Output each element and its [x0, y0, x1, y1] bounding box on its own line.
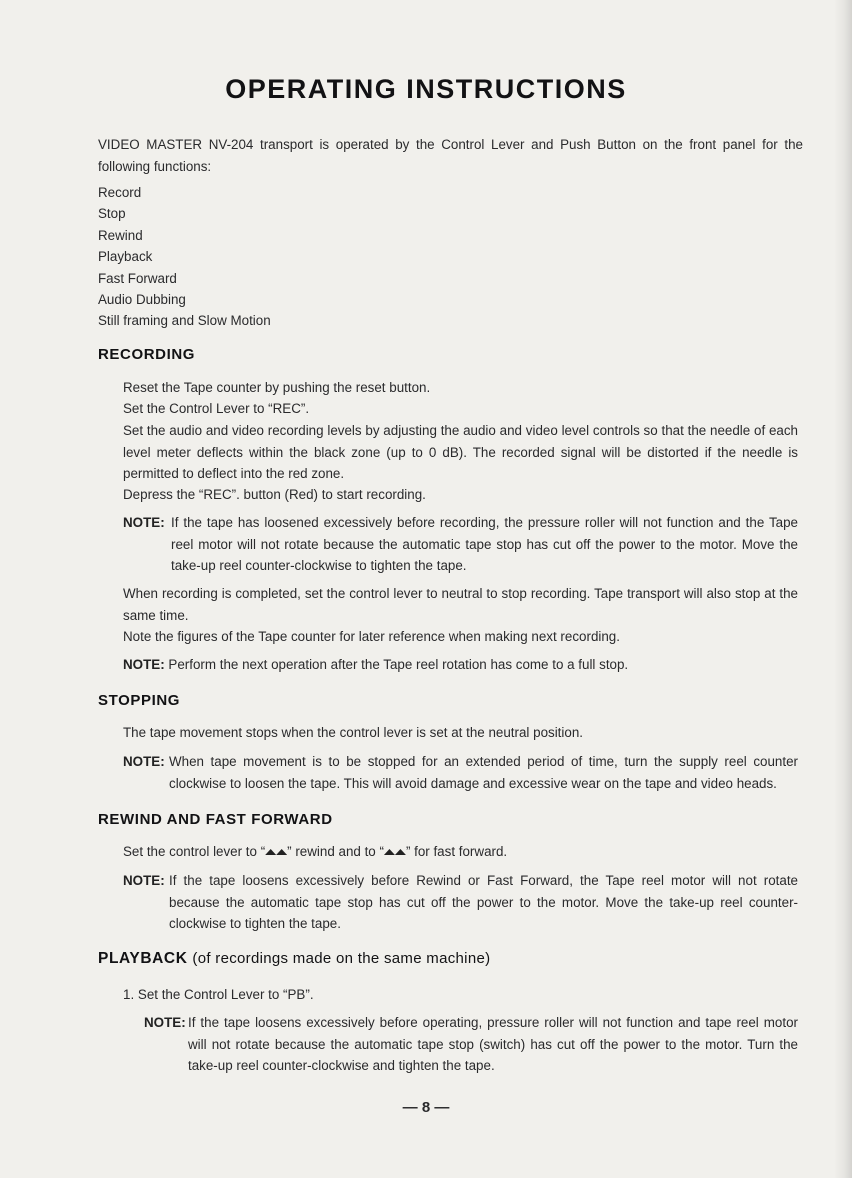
note-text: If the tape loosens excessively before operating, pressure roller will not function and tape reel motor will not rotate because the automatic tape stop (switch) has cut off the power to the motor. Turn the take-up reel counter-clockwise and tighten the tape. [188, 1015, 798, 1073]
rewind-text-part: Set the control lever to “ [123, 844, 266, 859]
intro-paragraph: VIDEO MASTER NV-204 transport is operated by the Control Lever and Push Button on the front panel for the following functions: [98, 137, 803, 174]
recording-line-levels: Set the audio and video recording levels by adjusting the audio and video level controls so that the needle of each level meter deflects within the black zone (up to 0 dB). The recorded signal will be distorted if the needle is permitted to deflect into the red zone. [123, 423, 798, 481]
note-label: NOTE: [123, 657, 165, 672]
page-title: OPERATING INSTRUCTIONS [225, 74, 627, 104]
list-item: Audio Dubbing [98, 291, 186, 307]
rewind-symbol-icon [265, 849, 287, 855]
note-label: NOTE: [123, 873, 165, 888]
heading-playback [98, 950, 490, 968]
list-item: Fast Forward [98, 270, 177, 286]
note-label: NOTE: [144, 1015, 186, 1030]
recording-after-2: Note the figures of the Tape counter for later reference when making next recording. [123, 629, 620, 644]
list-item: Record [98, 185, 142, 200]
recording-line-lever: Set the Control Lever to “REC”. [123, 401, 310, 416]
rewind-text-part: ” rewind and to “ [287, 844, 384, 859]
heading-stopping: STOPPING [98, 692, 181, 709]
stopping-text: The tape movement stops when the control lever is set at the neutral position. [123, 725, 583, 740]
recording-line-reset: Reset the Tape counter by pushing the reset button. [123, 380, 431, 395]
note-text: If the tape loosens excessively before Rewind or Fast Forward, the Tape reel motor will not rotate because the automatic tape stop has cut off the power to the motor. Move the take-up reel counter-clockwise to tighten the tape. [169, 873, 798, 931]
recording-note-2 [123, 654, 798, 676]
recording-line-depress: Depress the “REC”. button (Red) to start recording. [123, 487, 426, 502]
rewind-text-part: ” for fast forward. [405, 844, 508, 859]
playback-step-1: 1. Set the Control Lever to “PB”. [123, 987, 314, 1002]
note-label: NOTE: [123, 515, 165, 530]
recording-after-1: When recording is completed, set the control lever to neutral to stop recording. Tape transport will also stop at the same time. [123, 586, 798, 623]
note-text: If the tape has loosened excessively before recording, the pressure roller will not function and the Tape reel motor will not rotate because the automatic tape stop has cut off the power to the motor. Move the take-up reel counter-clockwise to tighten the tape. [171, 515, 798, 573]
note-label: NOTE: [123, 754, 165, 769]
playback-subheading: (of recordings made on the same machine) [192, 950, 491, 967]
list-item: Rewind [98, 227, 143, 243]
playback-heading-text: PLAYBACK [98, 950, 188, 967]
rewind-text [123, 841, 803, 863]
list-item: Stop [98, 206, 126, 222]
list-item: Still framing and Slow Motion [98, 313, 271, 329]
list-item: Playback [98, 249, 153, 265]
heading-recording: RECORDING [98, 346, 196, 363]
fast-forward-symbol-icon [384, 849, 406, 855]
page-edge-shadow [834, 0, 852, 1178]
note-text: Perform the next operation after the Tape reel rotation has come to a full stop. [168, 657, 629, 672]
functions-list [98, 182, 271, 332]
page-number: — 8 — [402, 1099, 450, 1116]
heading-rewind-ff: REWIND AND FAST FORWARD [98, 811, 333, 828]
note-text: When tape movement is to be stopped for an extended period of time, turn the supply reel counter clockwise to loosen the tape. This will avoid damage and excessive wear on the tape and video heads. [169, 754, 798, 791]
